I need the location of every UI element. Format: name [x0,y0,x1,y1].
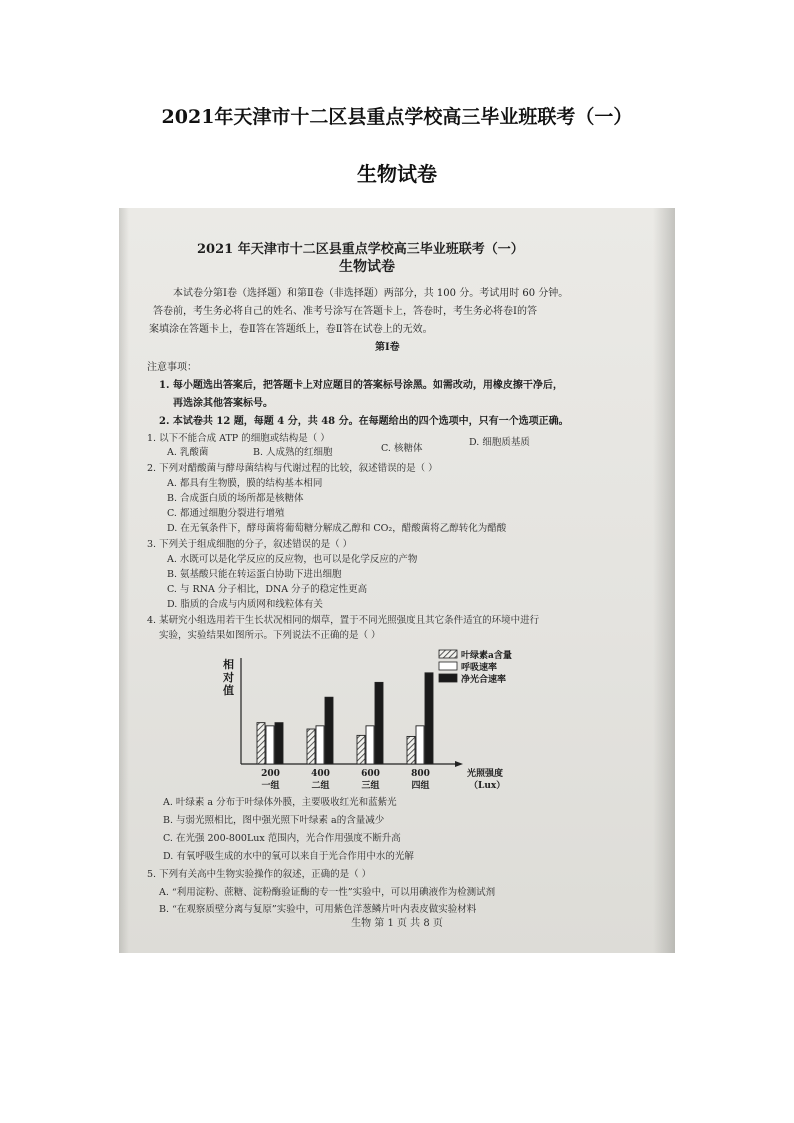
legend-swatch [439,650,457,658]
y-axis-label: 对 [223,671,234,684]
bar-respiration [266,726,274,764]
bar-net-photosynthesis [275,723,283,764]
question-stem: 3. 下列关于组成细胞的分子，叙述错误的是（ ） [147,539,353,550]
question-option: D. 脂质的合成与内质网和线粒体有关 [167,599,323,610]
document-subtitle: 生物试卷 [357,162,437,186]
photo-spine-shadow [653,208,675,953]
y-axis-label: 值 [223,684,234,697]
x-tick-label: 800 [411,769,430,779]
x-tick-label: 200 [261,769,280,779]
question-option: B. 合成蛋白质的场所都是核糖体 [167,493,304,504]
exam-photo [119,208,675,953]
note-item: 再选涂其他答案标号。 [173,398,273,409]
bar-respiration [416,726,424,764]
bar-respiration [366,726,374,764]
document-title: 2021年天津市十二区县重点学校高三毕业班联考（一） [161,106,633,128]
bar-chart [217,646,547,794]
x-axis-arrow-icon [455,761,463,767]
question-option: A. 乳酸菌 [167,447,209,458]
question-option: A. 水既可以是化学反应的反应物，也可以是化学反应的产物 [167,554,418,565]
question-option: B. 人成熟的红细胞 [253,447,333,458]
question-option: C. 核糖体 [381,443,423,454]
group-label: 二组 [311,781,330,791]
intro-line: 案填涂在答题卡上，卷Ⅱ答在答题纸上，卷Ⅱ答在试卷上的无效。 [149,324,433,335]
question-stem: 1. 以下不能合成 ATP 的细胞或结构是（ ） [147,433,330,444]
page-footer: 生物 第 1 页 共 8 页 [351,918,443,929]
question-option: A. “利用淀粉、蔗糖、淀粉酶验证酶的专一性”实验中，可以用碘液作为检测试剂 [159,887,496,898]
question-option: C. 与 RNA 分子相比，DNA 分子的稳定性更高 [167,584,368,595]
group-label: 四组 [411,781,430,791]
photo-edge-shadow [119,208,129,953]
group-label: 一组 [261,781,280,791]
x-tick-label: 400 [311,769,330,779]
bar-respiration [316,726,324,764]
question-option: B. 氨基酸只能在转运蛋白协助下进出细胞 [167,569,342,580]
question-stem: 2. 下列对醋酸菌与酵母菌结构与代谢过程的比较，叙述错误的是（ ） [147,463,438,474]
question-option: D. 细胞质基质 [469,437,530,448]
bar-net-photosynthesis [325,697,333,764]
legend-swatch [439,674,457,682]
question-option: D. 有氧呼吸生成的水中的氧可以来自于光合作用中水的光解 [163,851,414,862]
paper-title: 2021 年天津市十二区县重点学校高三毕业班联考（一） [197,242,524,257]
legend-label: 呼吸速率 [461,663,498,673]
bar-chlorophyll [307,729,315,764]
paper-subject: 生物试卷 [339,259,395,275]
bar-net-photosynthesis [375,682,383,764]
question-option: A. 叶绿素 a 分布于叶绿体外膜，主要吸收红光和蓝紫光 [163,797,397,808]
question-stem: 4. 某研究小组选用若干生长状况相同的烟草，置于不同光照强度且其它条件适宜的环境中进行 [147,615,540,626]
intro-line: 答卷前，考生务必将自己的姓名、准考号涂写在答题卡上，答卷时，考生务必将卷Ⅰ的答 [153,306,537,317]
bar-chlorophyll [357,735,365,764]
bar-chart-svg [217,646,547,794]
notes-heading: 注意事项： [147,362,197,373]
question-stem: 5. 下列有关高中生物实验操作的叙述，正确的是（ ） [147,869,372,880]
question-option: D. 在无氧条件下，酵母菌将葡萄糖分解成乙醇和 CO₂，醋酸菌将乙醇转化为醋酸 [167,523,507,534]
question-option: B. “在观察质壁分离与复原”实验中，可用紫色洋葱鳞片叶内表皮做实验材料 [159,904,477,915]
question-option: C. 都通过细胞分裂进行增殖 [167,508,285,519]
y-axis-label: 相 [223,658,234,671]
section-heading: 第Ⅰ卷 [375,342,400,353]
bar-net-photosynthesis [425,673,433,764]
question-option: C. 在光强 200-800Lux 范围内，光合作用强度不断升高 [163,833,401,844]
bar-chlorophyll [407,736,415,764]
x-tick-label: 600 [361,769,380,779]
question-option: B. 与弱光照相比，图中强光照下叶绿素 a的含量减少 [163,815,385,826]
y-axis-label-char [222,657,234,697]
x-axis-label: 光照强度 [467,769,504,779]
group-label: 三组 [361,781,380,791]
bar-chlorophyll [257,723,265,764]
x-axis-unit: （Lux） [469,781,506,791]
question-stem: 实验，实验结果如图所示。下列说法不正确的是（ ） [159,630,381,641]
note-item: 2. 本试卷共 12 题，每题 4 分，共 48 分。在每题给出的四个选项中，只有一个选项正确。 [159,416,569,427]
legend-label: 叶绿素a含量 [461,651,512,661]
question-option: A. 都具有生物膜，膜的结构基本相同 [167,478,323,489]
note-item: 1. 每小题选出答案后，把答题卡上对应题目的答案标号涂黑。如需改动，用橡皮擦干净后， [159,380,563,391]
legend-label: 净光合速率 [461,675,507,685]
legend-swatch [439,662,457,670]
intro-line: 本试卷分第Ⅰ卷（选择题）和第Ⅱ卷（非选择题）两部分，共 100 分。考试用时 60 分钟。 [173,288,569,299]
